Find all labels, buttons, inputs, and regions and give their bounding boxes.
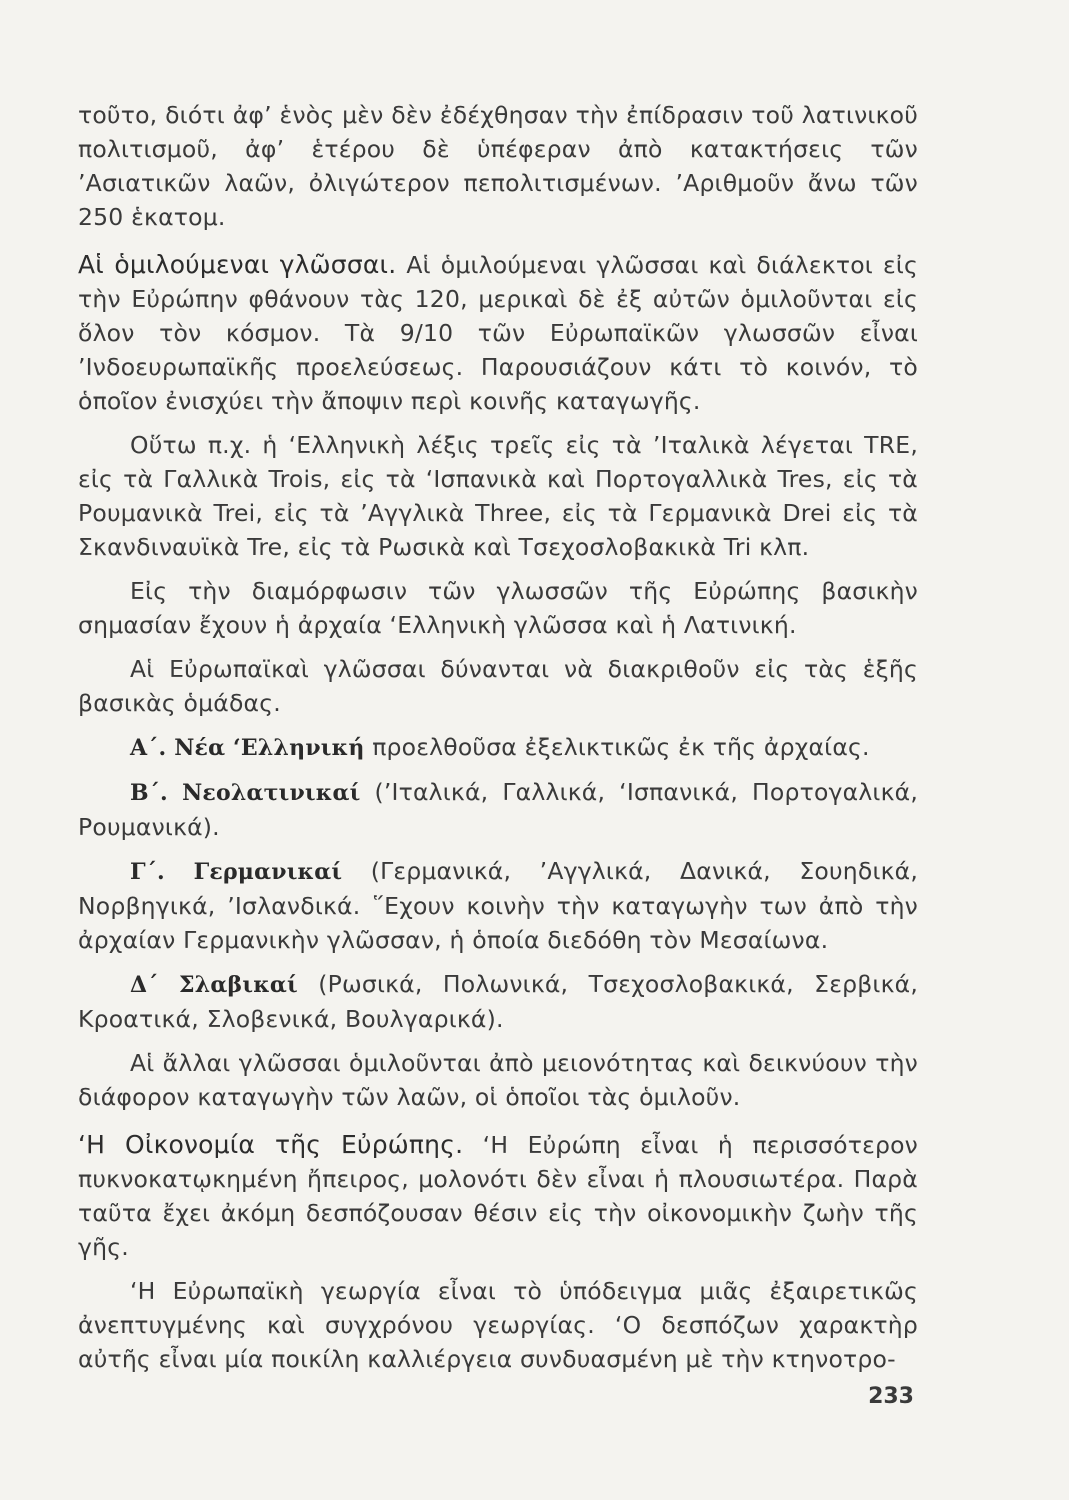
group-text: (Γερμανικά, ’Αγγλικά, Δανικά, Σουηδικά, Νορβηγικά, ’Ισλανδικά. ῞Εχουν κοινὴν τὴν καταγωγὴν των ἀπὸ τὴν ἀρχαίαν Γερμανικὴν γλῶσσαν, ἡ ὁποία διεδόθη τὸν Μεσαίωνα. xyxy=(78,857,919,954)
group-label: Α΄. Νέα ‘Ελληνική xyxy=(130,735,365,761)
paragraph-intro: τοῦτο, διότι ἀφ’ ἑνὸς μὲν δὲν ἐδέχθησαν τὴν ἐπίδρασιν τοῦ λατινικοῦ πολιτισμοῦ, ἀφ’ ἑτέρου δὲ ὑπέφεραν ἀπὸ κατακτήσεις τῶν ’Ασιατικῶν λαῶν, ὀλιγώτερον πεπολιτισμένων. ’Αριθμοῦν ἄνω τῶν 250 ἑκατομ. xyxy=(78,101,918,231)
group-item xyxy=(78,730,918,765)
paragraph-groups-intro: Αἱ Εὐρωπαϊκαὶ γλῶσσαι δύνανται νὰ διακριθοῦν εἰς τὰς ἑξῆς βασικὰς ὁμάδας. xyxy=(78,655,918,717)
group-item xyxy=(78,854,918,957)
paragraph-agriculture: ‘Η Εὐρωπαϊκὴ γεωργία εἶναι τὸ ὑπόδειγμα μιᾶς ἐξαιρετικῶς ἀνεπτυγμένης καὶ συγχρόνου γεωργίας. ‘Ο δεσπόζων χαρακτὴρ αὐτῆς εἶναι μία ποικίλη καλλιέργεια συνδυασμένη μὲ τὴν κτηνοτρο- xyxy=(78,1277,918,1373)
group-text: προελθοῦσα ἐξελικτικῶς ἐκ τῆς ἀρχαίας. xyxy=(364,733,870,761)
economy-text: ‘Η Εὐρώπη εἶναι ἡ περισσότερον πυκνοκατῳκημένη ἤπειρος, μολονότι δὲν εἶναι ἡ πλουσιωτέρα. Παρὰ ταῦτα ἔχει ἀκόμη δεσπόζουσαν θέσιν εἰς τὴν οἰκονομικὴν ζωὴν τῆς γῆς. xyxy=(78,1131,918,1261)
group-label: Γ΄. Γερμανικαί xyxy=(130,859,343,885)
book-page xyxy=(78,98,918,1478)
group-text: (’Ιταλικά, Γαλλικά, ‘Ισπανικά, Πορτογαλικά, Ρουμανικά). xyxy=(78,778,918,841)
languages-text: Αἱ ὁμιλούμεναι γλῶσσαι καὶ διάλεκτοι εἰς τὴν Εὐρώπην φθάνουν τὰς 120, μερικαὶ δὲ ἐξ αὐτῶν ὁμιλοῦνται εἰς ὅλον τὸν κόσμον. Τὰ 9/10 τῶν Εὐρωπαϊκῶν γλωσσῶν εἶναι ’Ινδοευρωπαϊκῆς προελεύσεως. Παρουσιάζουν κάτι τὸ κοινόν, τὸ ὁποῖον ἐνισχύει τὴν ἄποψιν περὶ κοινῆς καταγωγῆς. xyxy=(78,251,918,415)
group-item xyxy=(78,775,918,844)
paragraph-minorities: Αἱ ἄλλαι γλῶσσαι ὁμιλοῦνται ἀπὸ μειονότητας καὶ δεικνύουν τὴν διάφορον καταγωγὴν τῶν λαῶν, οἱ ὁποῖοι τὰς ὁμιλοῦν. xyxy=(78,1049,918,1111)
paragraph-formation: Εἰς τὴν διαμόρφωσιν τῶν γλωσσῶν τῆς Εὐρώπης βασικὴν σημασίαν ἔχουν ἡ ἀρχαία ‘Ελληνικὴ γλῶσσα καὶ ἡ Λατινική. xyxy=(78,577,918,639)
paragraph-economy xyxy=(78,1128,918,1264)
page-body xyxy=(78,98,918,1376)
group-label: Δ΄ Σλαβικαί xyxy=(130,972,298,998)
group-label: Β΄. Νεολατινικαί xyxy=(130,780,361,806)
page-number: 233 xyxy=(868,1384,914,1409)
paragraph-example: Οὕτω π.χ. ἡ ‘Ελληνικὴ λέξις τρεῖς εἰς τὰ ’Ιταλικὰ λέγεται TRE, εἰς τὰ Γαλλικὰ Trois, εἰς τὰ ‘Ισπανικὰ καὶ Πορτογαλλικὰ Tres, εἰς τὰ Ρουμανικὰ Trei, εἰς τὰ ’Αγγλικὰ Three, εἰς τὰ Γερμανικὰ Drei εἰς τὰ Σκανδιναυϊκὰ Tre, εἰς τὰ Ρωσικὰ καὶ Τσεχοσλοβακικὰ Tri κλπ. xyxy=(78,431,918,561)
section-heading-languages: Αἱ ὁμιλούμεναι γλῶσσαι. xyxy=(78,250,397,279)
section-heading-economy: ‘Η Οἰκονομία τῆς Εὐρώπης. xyxy=(78,1130,464,1159)
group-text: (Ρωσικά, Πολωνικά, Τσεχοσλοβακικά, Σερβικά, Κροατικά, Σλοβενικά, Βουλγαρικά). xyxy=(78,970,918,1033)
group-item xyxy=(78,967,918,1036)
paragraph-languages xyxy=(78,248,918,418)
